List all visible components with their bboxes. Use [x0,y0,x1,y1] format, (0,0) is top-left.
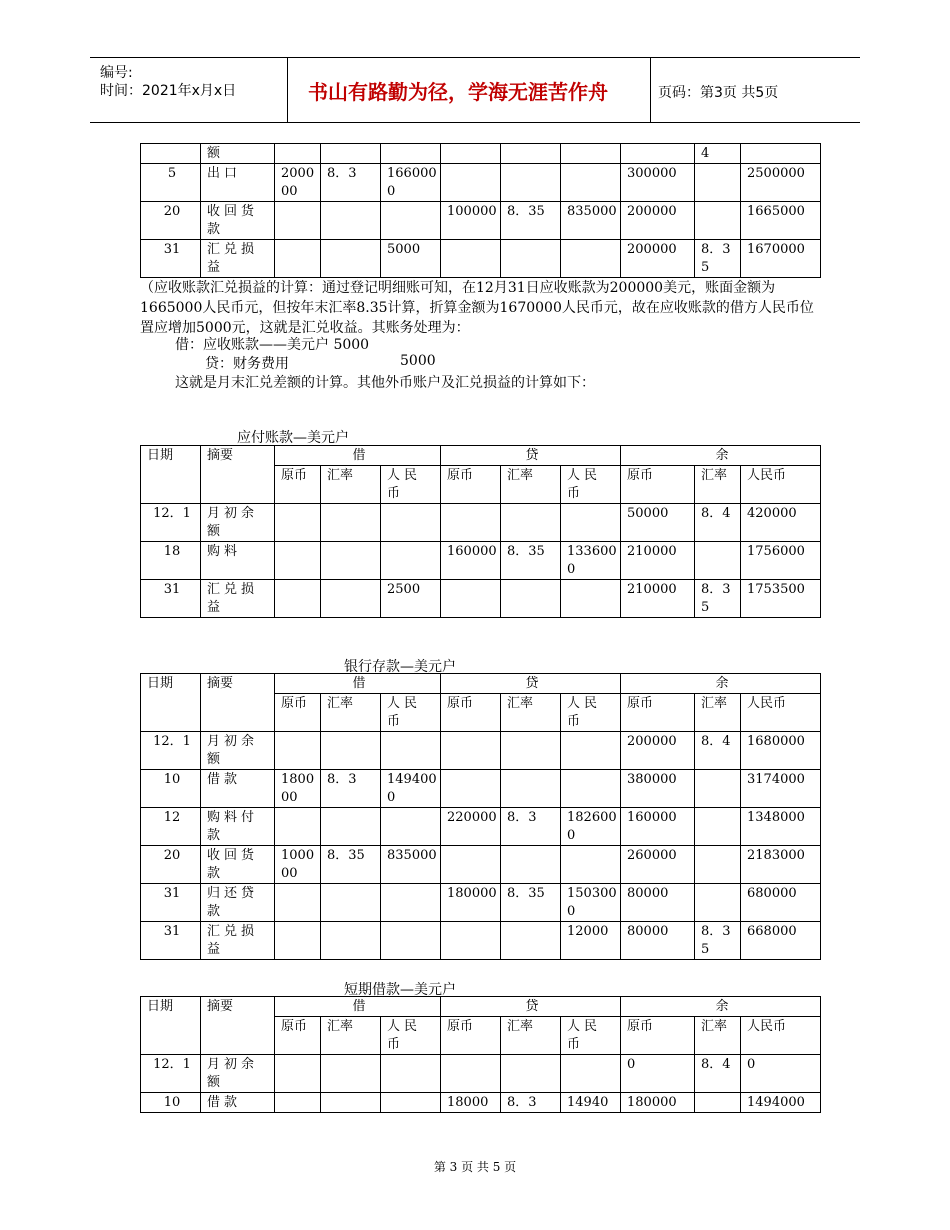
cell-summary: 月初余额 [201,732,275,770]
cell-balance-rate [695,202,741,240]
cell-debit-rmb: 2500 [381,580,441,618]
cell-credit-orig: 100000 [441,202,501,240]
cell-balance-orig: 210000 [621,542,695,580]
cell-balance-orig: 380000 [621,770,695,808]
cell-date: 31 [141,240,201,278]
cell-credit-orig [441,164,501,202]
cell-date: 12．1 [141,732,201,770]
col-header-summary: 摘要 [201,674,275,732]
col-header-balance-rmb: 人民币 [741,694,821,732]
col-header-debit-orig: 原币 [275,1017,321,1055]
cell-credit-rate: 8．3 [501,1093,561,1113]
cell-balance-rate: 8．4 [695,504,741,542]
cell-credit-rmb [561,144,621,164]
cell-debit-rate: 8．3 [321,770,381,808]
cell-credit-orig: 220000 [441,808,501,846]
journal-entry-credit-amount: 5000 [400,353,436,369]
cell-summary: 归还贷款 [201,884,275,922]
cell-balance-orig: 200000 [621,732,695,770]
cell-debit-rate [321,922,381,960]
cell-debit-rmb [381,542,441,580]
cell-balance-orig: 50000 [621,504,695,542]
cell-balance-rate [695,1093,741,1113]
col-header-debit-rmb: 人民币 [381,1017,441,1055]
cell-date: 31 [141,884,201,922]
cell-debit-orig [275,580,321,618]
cell-balance-orig: 180000 [621,1093,695,1113]
cell-debit-rmb [381,808,441,846]
cell-balance-orig: 80000 [621,922,695,960]
cell-credit-rmb [561,504,621,542]
cell-date: 20 [141,202,201,240]
col-header-debit-orig: 原币 [275,466,321,504]
cell-debit-orig: 180000 [275,770,321,808]
col-header-balance: 余 [621,674,821,694]
cell-debit-orig [275,922,321,960]
cell-credit-rate [501,1055,561,1093]
cell-debit-rate: 8．3 [321,164,381,202]
cell-balance-rate [695,542,741,580]
payables-ledger-table [140,445,821,618]
cell-credit-rmb [561,164,621,202]
cell-date: 12．1 [141,1055,201,1093]
col-header-credit: 贷 [441,674,621,694]
cell-balance-rate: 8．4 [695,732,741,770]
cell-balance-rate [695,846,741,884]
cell-credit-rate [501,770,561,808]
col-header-debit-rate: 汇率 [321,1017,381,1055]
cell-debit-rmb: 1494000 [381,770,441,808]
cell-debit-orig [275,240,321,278]
shortloan-ledger-table [140,996,821,1113]
col-header-credit: 贷 [441,446,621,466]
table-row [141,542,821,580]
col-header-summary: 摘要 [201,997,275,1055]
col-header-date: 日期 [141,997,201,1055]
cell-credit-orig [441,144,501,164]
cell-date: 5 [141,164,201,202]
cell-date: 10 [141,1093,201,1113]
cell-debit-orig: 100000 [275,846,321,884]
col-header-debit: 借 [275,997,441,1017]
cell-summary: 借款 [201,1093,275,1113]
cell-credit-rmb [561,770,621,808]
cell-balance-rate: 8．35 [695,580,741,618]
cell-balance-rmb: 1348000 [741,808,821,846]
cell-date: 12．1 [141,504,201,542]
journal-entry-credit-account: 贷：财务费用 [205,356,289,372]
cell-debit-rate [321,1055,381,1093]
cell-credit-orig: 18000 [441,1093,501,1113]
bank-ledger-table [140,673,821,960]
table-row [141,884,821,922]
header-page-label: 页码：第3页 共5页 [658,85,779,101]
col-header-credit-orig: 原币 [441,466,501,504]
cell-balance-rmb: 0 [741,1055,821,1093]
cell-balance-rate: 4 [695,144,741,164]
cell-balance-rmb: 3174000 [741,770,821,808]
cell-balance-rate: 8．35 [695,922,741,960]
header-bottom-rule [90,122,860,123]
header-top-rule [90,57,860,58]
col-header-balance: 余 [621,446,821,466]
cell-balance-rmb: 1753500 [741,580,821,618]
cell-debit-rmb: 5000 [381,240,441,278]
cell-credit-rmb: 1503000 [561,884,621,922]
cell-credit-rmb: 12000 [561,922,621,960]
table-row [141,504,821,542]
col-header-credit-orig: 原币 [441,1017,501,1055]
cell-debit-orig [275,1055,321,1093]
cell-debit-rmb [381,202,441,240]
cell-debit-rate [321,808,381,846]
col-header-credit-rate: 汇率 [501,466,561,504]
cell-credit-orig [441,240,501,278]
cell-balance-orig: 260000 [621,846,695,884]
table-row [141,1055,821,1093]
cell-credit-rmb: 835000 [561,202,621,240]
cell-credit-rmb [561,580,621,618]
col-header-credit-rmb: 人民币 [561,466,621,504]
cell-balance-orig [621,144,695,164]
cell-debit-orig: 200000 [275,164,321,202]
cell-summary: 汇兑损益 [201,922,275,960]
cell-date: 31 [141,922,201,960]
cell-summary: 汇兑损益 [201,240,275,278]
cell-credit-rate [501,164,561,202]
journal-entry-debit: 借：应收账款——美元户 5000 [175,337,370,353]
cell-credit-rmb: 1826000 [561,808,621,846]
col-header-debit: 借 [275,674,441,694]
cell-date: 18 [141,542,201,580]
cell-credit-rate [501,144,561,164]
cell-credit-orig: 180000 [441,884,501,922]
cell-date [141,144,201,164]
cell-debit-orig [275,884,321,922]
col-header-balance-rate: 汇率 [695,694,741,732]
cell-balance-rmb: 1756000 [741,542,821,580]
cell-debit-orig [275,144,321,164]
cell-balance-orig: 200000 [621,202,695,240]
col-header-debit-orig: 原币 [275,694,321,732]
cell-credit-rmb [561,240,621,278]
table-row [141,808,821,846]
cell-debit-rate [321,202,381,240]
cell-credit-rmb [561,1055,621,1093]
cell-credit-orig [441,846,501,884]
cell-summary: 出口 [201,164,275,202]
cell-debit-orig [275,202,321,240]
col-header-balance: 余 [621,997,821,1017]
cell-credit-orig [441,770,501,808]
cell-credit-rate: 8．35 [501,202,561,240]
cell-credit-rate [501,922,561,960]
col-header-debit: 借 [275,446,441,466]
cell-debit-rmb [381,504,441,542]
table-row [141,770,821,808]
explanation-paragraph: （应收账款汇兑损益的计算：通过登记明细账可知，在12月31日应收账款为200000美元，账面金额为1665000人民币元，但按年末汇率8.35计算，折算金额为1670000人民币元，故在应收账款的借方人民币位置应增加5000元，这就是汇兑收益。其账务处理为： [140,280,814,336]
header-divider-left [287,57,288,122]
payables-table-title: 应付账款—美元户 [237,430,349,446]
cell-balance-orig: 80000 [621,884,695,922]
cell-summary: 月初余额 [201,1055,275,1093]
table-row [141,1093,821,1113]
cell-summary: 月初余额 [201,504,275,542]
header-time-label: 时间：2021年x月x日 [100,83,237,99]
col-header-credit-rmb: 人民币 [561,694,621,732]
cell-credit-orig: 160000 [441,542,501,580]
col-header-date: 日期 [141,674,201,732]
cell-balance-rmb: 2183000 [741,846,821,884]
cell-balance-orig: 0 [621,1055,695,1093]
cell-credit-rate: 8．3 [501,808,561,846]
cell-balance-orig: 210000 [621,580,695,618]
cell-debit-rate: 8．35 [321,846,381,884]
col-header-debit-rate: 汇率 [321,694,381,732]
cell-credit-orig [441,732,501,770]
cell-summary: 额 [201,144,275,164]
cell-balance-orig: 300000 [621,164,695,202]
cell-balance-orig: 160000 [621,808,695,846]
cell-credit-rate [501,846,561,884]
col-header-credit: 贷 [441,997,621,1017]
cell-credit-orig [441,1055,501,1093]
table-row [141,202,821,240]
cell-balance-rmb: 1494000 [741,1093,821,1113]
cell-summary: 借款 [201,770,275,808]
page-footer: 第 3 页 共 5 页 [433,1160,517,1174]
receivables-ledger-table [140,143,821,278]
table-row [141,732,821,770]
col-header-balance-rmb: 人民币 [741,1017,821,1055]
col-header-debit-rate: 汇率 [321,466,381,504]
cell-summary: 购料付款 [201,808,275,846]
cell-debit-rmb [381,884,441,922]
cell-debit-rmb: 835000 [381,846,441,884]
cell-debit-rate [321,884,381,922]
col-header-credit-rate: 汇率 [501,694,561,732]
cell-balance-rmb: 680000 [741,884,821,922]
cell-date: 31 [141,580,201,618]
cell-debit-rate [321,732,381,770]
cell-balance-rmb [741,144,821,164]
cell-date: 12 [141,808,201,846]
table-row [141,846,821,884]
table-row [141,580,821,618]
cell-balance-rmb: 2500000 [741,164,821,202]
cell-credit-orig [441,504,501,542]
cell-debit-rate [321,144,381,164]
cell-balance-rate: 8．35 [695,240,741,278]
cell-credit-rmb [561,846,621,884]
col-header-debit-rmb: 人民币 [381,694,441,732]
bank-table-title: 银行存款—美元户 [344,659,456,675]
col-header-date: 日期 [141,446,201,504]
cell-debit-orig [275,542,321,580]
shortloan-table-title: 短期借款—美元户 [344,982,456,998]
cell-balance-rmb: 420000 [741,504,821,542]
cell-credit-rmb: 14940 [561,1093,621,1113]
col-header-balance-orig: 原币 [621,466,695,504]
cell-credit-rate [501,504,561,542]
cell-debit-rmb [381,1055,441,1093]
col-header-debit-rmb: 人民币 [381,466,441,504]
cell-balance-rmb: 1680000 [741,732,821,770]
header-slogan: 书山有路勤为径，学海无涯苦作舟 [308,80,608,104]
cell-credit-rate [501,732,561,770]
cell-date: 10 [141,770,201,808]
cell-balance-rmb: 1670000 [741,240,821,278]
col-header-credit-orig: 原币 [441,694,501,732]
cell-debit-orig [275,808,321,846]
cell-debit-rmb [381,144,441,164]
cell-balance-orig: 200000 [621,240,695,278]
cell-debit-orig [275,504,321,542]
col-header-credit-rmb: 人民币 [561,1017,621,1055]
table-row [141,144,821,164]
col-header-balance-orig: 原币 [621,694,695,732]
cell-debit-rate [321,1093,381,1113]
cell-balance-rate [695,770,741,808]
table-row [141,240,821,278]
cell-balance-rmb: 668000 [741,922,821,960]
cell-credit-rate [501,580,561,618]
transition-sentence: 这就是月末汇兑差额的计算。其他外币账户及汇兑损益的计算如下： [175,375,595,391]
cell-balance-rate [695,164,741,202]
cell-debit-rmb [381,922,441,960]
col-header-balance-rate: 汇率 [695,1017,741,1055]
header-divider-right [650,57,651,122]
col-header-balance-rmb: 人民币 [741,466,821,504]
cell-credit-rate: 8．35 [501,542,561,580]
cell-debit-rmb [381,732,441,770]
cell-summary: 收回货款 [201,846,275,884]
col-header-summary: 摘要 [201,446,275,504]
cell-credit-orig [441,922,501,960]
cell-debit-rate [321,504,381,542]
table-row [141,922,821,960]
cell-balance-rate [695,808,741,846]
header-number-label: 编号: [100,65,133,81]
cell-credit-rate [501,240,561,278]
cell-debit-rate [321,542,381,580]
col-header-credit-rate: 汇率 [501,1017,561,1055]
cell-credit-orig [441,580,501,618]
table-row [141,164,821,202]
cell-debit-rmb: 1660000 [381,164,441,202]
cell-debit-rate [321,240,381,278]
cell-debit-orig [275,732,321,770]
cell-summary: 汇兑损益 [201,580,275,618]
cell-debit-orig [275,1093,321,1113]
cell-balance-rmb: 1665000 [741,202,821,240]
cell-credit-rmb: 1336000 [561,542,621,580]
cell-summary: 收回货款 [201,202,275,240]
cell-credit-rmb [561,732,621,770]
col-header-balance-rate: 汇率 [695,466,741,504]
cell-date: 20 [141,846,201,884]
cell-summary: 购料 [201,542,275,580]
col-header-balance-orig: 原币 [621,1017,695,1055]
cell-balance-rate: 8．4 [695,1055,741,1093]
cell-credit-rate: 8．35 [501,884,561,922]
cell-debit-rate [321,580,381,618]
cell-balance-rate [695,884,741,922]
cell-debit-rmb [381,1093,441,1113]
